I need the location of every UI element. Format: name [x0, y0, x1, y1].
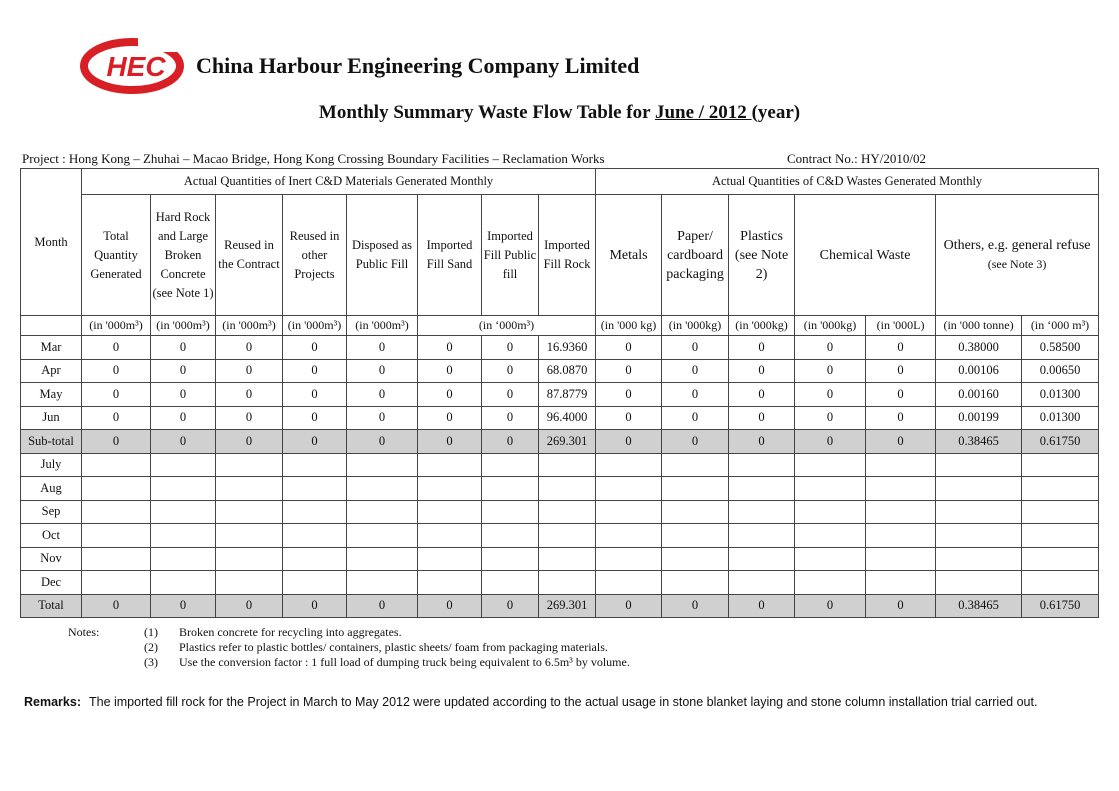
table-cell: 0	[151, 336, 216, 360]
table-cell	[729, 500, 795, 524]
table-cell	[347, 524, 418, 548]
row-month: Aug	[21, 477, 82, 501]
table-cell	[347, 453, 418, 477]
table-cell	[795, 547, 866, 571]
table-cell	[729, 547, 795, 571]
row-month: Total	[21, 594, 82, 618]
table-cell	[866, 571, 936, 595]
table-cell: 0	[347, 430, 418, 454]
table-cell: 0	[82, 430, 151, 454]
row-month: Jun	[21, 406, 82, 430]
table-cell	[151, 571, 216, 595]
table-cell	[1022, 477, 1099, 501]
table-cell	[482, 453, 539, 477]
table-cell: 0	[283, 359, 347, 383]
row-month: July	[21, 453, 82, 477]
table-cell: 0.00199	[936, 406, 1022, 430]
table-cell: 0	[418, 406, 482, 430]
table-cell	[151, 547, 216, 571]
unit-paper: (in '000kg)	[662, 316, 729, 336]
table-cell	[82, 453, 151, 477]
col-disposed: Disposed as Public Fill	[347, 195, 418, 316]
table-cell: 0	[151, 406, 216, 430]
table-cell	[795, 524, 866, 548]
note-text: Broken concrete for recycling into aggregates.	[179, 625, 402, 639]
table-cell	[936, 571, 1022, 595]
waste-flow-table	[20, 168, 1099, 618]
table-cell	[216, 571, 283, 595]
title-period: June / 2012	[654, 102, 752, 123]
table-cell	[866, 500, 936, 524]
row-month: Mar	[21, 336, 82, 360]
table-cell: 0	[729, 430, 795, 454]
table-cell	[283, 477, 347, 501]
remarks-text: The imported fill rock for the Project in March to May 2012 were updated according to the actual usage in stone blanket laying and stone column installation trial carried out.	[88, 695, 1038, 709]
table-cell: 0.00160	[936, 383, 1022, 407]
table-cell: 0	[729, 594, 795, 618]
col-paper: Paper/ cardboard packaging	[662, 195, 729, 316]
table-cell	[539, 547, 596, 571]
table-cell	[936, 524, 1022, 548]
table-cell: 0	[82, 359, 151, 383]
table-cell	[151, 524, 216, 548]
table-cell	[936, 500, 1022, 524]
table-cell: 0	[283, 430, 347, 454]
col-chemical: Chemical Waste	[795, 195, 936, 316]
table-cell: 0	[662, 430, 729, 454]
note-text: Plastics refer to plastic bottles/ containers, plastic sheets/ foam from packaging materials.	[179, 640, 608, 654]
table-cell: 0	[216, 383, 283, 407]
table-cell: 0	[662, 594, 729, 618]
table-cell	[1022, 524, 1099, 548]
unit-others-tonne: (in '000 tonne)	[936, 316, 1022, 336]
col-metals: Metals	[596, 195, 662, 316]
table-cell	[1022, 500, 1099, 524]
table-row	[21, 500, 1099, 524]
table-cell: 0	[418, 430, 482, 454]
col-reused-contract: Reused in the Contract	[216, 195, 283, 316]
unit-plastics: (in '000kg)	[729, 316, 795, 336]
document-header	[80, 36, 639, 96]
table-cell	[347, 500, 418, 524]
table-cell: 0	[662, 359, 729, 383]
unit-others-m3: (in ‘000 m³)	[1022, 316, 1099, 336]
unit-reused-contract: (in '000m³)	[216, 316, 283, 336]
table-cell: 0	[216, 430, 283, 454]
table-cell	[539, 477, 596, 501]
table-cell	[866, 477, 936, 501]
table-cell: 0	[418, 359, 482, 383]
table-cell: 0	[729, 383, 795, 407]
table-cell: 0	[347, 594, 418, 618]
table-cell	[1022, 571, 1099, 595]
table-cell	[82, 547, 151, 571]
contract-number: Contract No.: HY/2010/02	[787, 151, 927, 166]
table-cell	[596, 571, 662, 595]
company-name: China Harbour Engineering Company Limited	[196, 53, 640, 78]
unit-reused-other: (in '000m³)	[283, 316, 347, 336]
table-cell	[662, 547, 729, 571]
table-cell	[729, 477, 795, 501]
note-number: (2)	[144, 640, 158, 654]
table-cell: 0	[596, 430, 662, 454]
table-cell	[866, 453, 936, 477]
table-cell: 0	[418, 383, 482, 407]
col-others-note: (see Note 3)	[987, 257, 1047, 271]
table-cell: 0	[347, 336, 418, 360]
table-cell: 269.301	[539, 594, 596, 618]
table-cell: 0	[283, 406, 347, 430]
table-cell: 0.00106	[936, 359, 1022, 383]
table-cell	[795, 500, 866, 524]
table-cell	[347, 547, 418, 571]
waste-group-header: Actual Quantities of C&D Wastes Generated Monthly	[596, 169, 1099, 195]
title-suffix: (year)	[751, 102, 801, 123]
table-cell: 0	[866, 406, 936, 430]
table-cell	[216, 453, 283, 477]
table-cell: 0	[662, 406, 729, 430]
table-cell: 0	[482, 406, 539, 430]
table-cell: 0	[866, 359, 936, 383]
table-cell: 0	[216, 359, 283, 383]
table-cell	[662, 524, 729, 548]
table-cell	[482, 477, 539, 501]
table-cell: 0	[795, 594, 866, 618]
table-cell: 0	[795, 336, 866, 360]
col-fill-public: Imported Fill Public fill	[482, 195, 539, 316]
col-others	[936, 195, 1099, 316]
table-cell: 0	[866, 594, 936, 618]
note-number: (3)	[144, 655, 158, 669]
table-cell: 0	[795, 406, 866, 430]
table-row	[21, 336, 1099, 360]
table-cell: 0	[151, 383, 216, 407]
table-cell	[795, 477, 866, 501]
table-cell	[662, 453, 729, 477]
table-cell: 0.38000	[936, 336, 1022, 360]
table-cell	[936, 453, 1022, 477]
table-cell	[216, 477, 283, 501]
row-month: Dec	[21, 571, 82, 595]
hec-logo-text: HEC	[106, 51, 166, 82]
table-cell	[283, 453, 347, 477]
page-title	[0, 102, 1119, 124]
table-row	[21, 383, 1099, 407]
table-cell	[1022, 453, 1099, 477]
table-cell: 0	[347, 359, 418, 383]
table-cell: 0	[418, 594, 482, 618]
table-cell: 0	[151, 430, 216, 454]
table-cell	[283, 500, 347, 524]
table-cell	[596, 500, 662, 524]
table-cell: 0	[795, 359, 866, 383]
table-cell	[216, 547, 283, 571]
table-cell	[596, 477, 662, 501]
table-cell: 0	[596, 359, 662, 383]
table-cell	[418, 547, 482, 571]
unit-hard-rock: (in '000m³)	[151, 316, 216, 336]
table-cell	[662, 571, 729, 595]
note-text: Use the conversion factor : 1 full load of dumping truck being equivalent to 6.5m³ by volume.	[179, 655, 630, 669]
unit-total: (in '000m³)	[82, 316, 151, 336]
unit-metals: (in '000 kg)	[596, 316, 662, 336]
table-cell: 0	[866, 336, 936, 360]
table-cell: 0	[596, 336, 662, 360]
table-cell	[418, 500, 482, 524]
col-hard-rock: Hard Rock and Large Broken Concrete (see Note 1)	[151, 195, 216, 316]
table-cell: 0	[283, 383, 347, 407]
table-cell: 0	[283, 336, 347, 360]
table-cell	[347, 571, 418, 595]
table-cell: 269.301	[539, 430, 596, 454]
table-row	[21, 547, 1099, 571]
table-cell: 0	[82, 383, 151, 407]
table-cell	[283, 571, 347, 595]
table-cell	[82, 500, 151, 524]
table-cell: 0	[216, 594, 283, 618]
row-month: Nov	[21, 547, 82, 571]
row-month: Sub-total	[21, 430, 82, 454]
table-cell	[82, 524, 151, 548]
unit-chemical-l: (in '000L)	[866, 316, 936, 336]
table-row	[21, 594, 1099, 618]
table-cell	[729, 453, 795, 477]
table-cell: 0	[482, 594, 539, 618]
table-cell: 0.01300	[1022, 383, 1099, 407]
table-cell	[866, 524, 936, 548]
col-total: Total Quantity Generated	[82, 195, 151, 316]
inert-group-header: Actual Quantities of Inert C&D Materials Generated Monthly	[82, 169, 596, 195]
table-cell	[418, 524, 482, 548]
table-cell: 0	[216, 336, 283, 360]
table-row	[21, 406, 1099, 430]
table-cell	[151, 453, 216, 477]
table-cell	[418, 571, 482, 595]
table-cell	[283, 547, 347, 571]
table-cell: 96.4000	[539, 406, 596, 430]
table-cell: 0.61750	[1022, 430, 1099, 454]
table-cell	[216, 524, 283, 548]
table-cell: 0	[729, 336, 795, 360]
table-cell	[283, 524, 347, 548]
col-others-label: Others, e.g. general refuse	[943, 238, 1091, 253]
table-cell: 0	[347, 406, 418, 430]
table-cell	[482, 500, 539, 524]
title-prefix: Monthly Summary Waste Flow Table for	[318, 102, 655, 123]
table-row	[21, 524, 1099, 548]
notes-label: Notes:	[68, 625, 100, 639]
month-header: Month	[21, 169, 82, 316]
table-cell	[596, 547, 662, 571]
table-cell: 0	[482, 336, 539, 360]
table-cell: 0	[482, 430, 539, 454]
table-cell: 0	[596, 406, 662, 430]
table-cell: 0	[795, 430, 866, 454]
table-cell	[936, 477, 1022, 501]
table-cell	[662, 500, 729, 524]
col-fill-rock: Imported Fill Rock	[539, 195, 596, 316]
table-cell: 0	[82, 594, 151, 618]
table-cell: 0	[662, 383, 729, 407]
table-cell: 0	[283, 594, 347, 618]
table-cell: 0	[418, 336, 482, 360]
project-line: Project : Hong Kong – Zhuhai – Macao Bridge, Hong Kong Crossing Boundary Facilities – Reclamation Works	[22, 151, 605, 166]
table-cell: 0	[482, 359, 539, 383]
table-cell: 0	[151, 594, 216, 618]
table-cell	[482, 524, 539, 548]
table-cell	[596, 453, 662, 477]
table-cell	[418, 453, 482, 477]
note-number: (1)	[144, 625, 158, 639]
table-cell	[151, 500, 216, 524]
table-cell: 0	[347, 383, 418, 407]
col-plastics: Plastics (see Note 2)	[729, 195, 795, 316]
hec-logo	[80, 38, 188, 94]
table-cell	[418, 477, 482, 501]
table-cell: 0.01300	[1022, 406, 1099, 430]
table-cell: 0	[482, 383, 539, 407]
table-cell: 68.0870	[539, 359, 596, 383]
table-cell: 0	[596, 594, 662, 618]
table-cell	[151, 477, 216, 501]
table-row	[21, 571, 1099, 595]
remarks-label: Remarks:	[24, 695, 81, 709]
table-cell	[729, 571, 795, 595]
table-cell: 16.9360	[539, 336, 596, 360]
table-cell	[539, 524, 596, 548]
table-cell: 0.38465	[936, 594, 1022, 618]
table-row	[21, 453, 1099, 477]
table-row	[21, 430, 1099, 454]
row-month: Apr	[21, 359, 82, 383]
table-cell	[1022, 547, 1099, 571]
table-cell: 0.58500	[1022, 336, 1099, 360]
table-cell: 0	[216, 406, 283, 430]
table-cell	[482, 547, 539, 571]
table-row	[21, 477, 1099, 501]
table-cell	[936, 547, 1022, 571]
remarks	[24, 695, 1037, 709]
unit-imported-fill: (in ‘000m³)	[418, 316, 596, 336]
unit-month-blank	[21, 316, 82, 336]
table-cell	[662, 477, 729, 501]
table-cell	[795, 571, 866, 595]
col-fill-sand: Imported Fill Sand	[418, 195, 482, 316]
table-cell: 0	[82, 406, 151, 430]
table-cell: 87.8779	[539, 383, 596, 407]
table-cell	[596, 524, 662, 548]
table-cell	[82, 571, 151, 595]
col-reused-other: Reused in other Projects	[283, 195, 347, 316]
table-cell	[82, 477, 151, 501]
table-cell: 0	[662, 336, 729, 360]
table-cell: 0	[866, 383, 936, 407]
table-cell: 0.61750	[1022, 594, 1099, 618]
table-cell	[539, 500, 596, 524]
row-month: May	[21, 383, 82, 407]
table-cell	[729, 524, 795, 548]
table-cell: 0	[82, 336, 151, 360]
table-cell: 0	[795, 383, 866, 407]
table-row	[21, 359, 1099, 383]
row-month: Sep	[21, 500, 82, 524]
table-cell: 0	[151, 359, 216, 383]
unit-disposed: (in '000m³)	[347, 316, 418, 336]
table-cell	[539, 571, 596, 595]
table-cell	[866, 547, 936, 571]
table-cell: 0	[596, 383, 662, 407]
table-cell: 0	[729, 406, 795, 430]
table-cell: 0	[729, 359, 795, 383]
table-cell	[795, 453, 866, 477]
table-cell	[482, 571, 539, 595]
table-cell	[347, 477, 418, 501]
unit-chemical-kg: (in '000kg)	[795, 316, 866, 336]
table-cell	[216, 500, 283, 524]
row-month: Oct	[21, 524, 82, 548]
table-body	[21, 336, 1099, 618]
table-cell: 0.38465	[936, 430, 1022, 454]
table-cell	[539, 453, 596, 477]
table-cell: 0.00650	[1022, 359, 1099, 383]
table-cell: 0	[866, 430, 936, 454]
